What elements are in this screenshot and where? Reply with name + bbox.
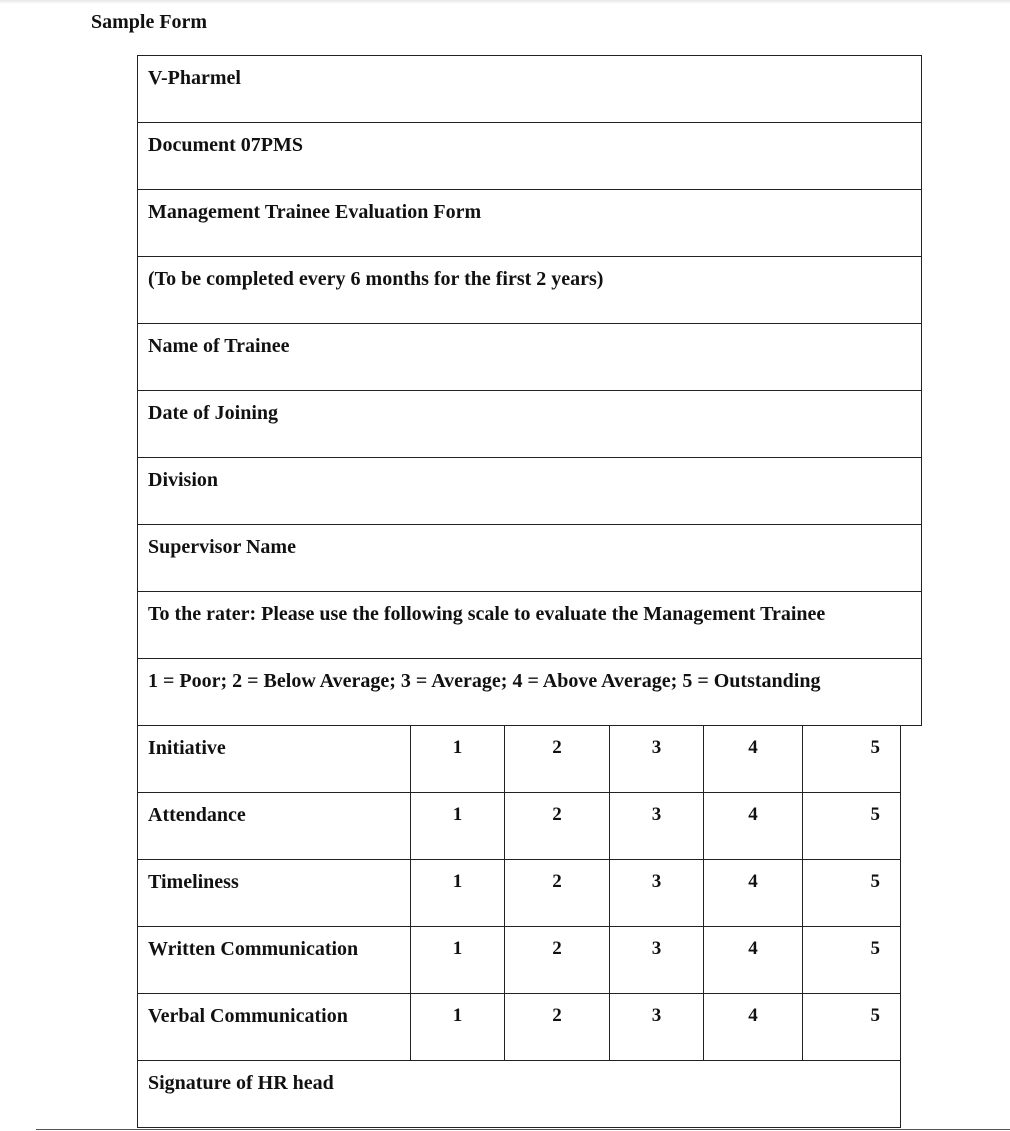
- form-row-company: V-Pharmel: [137, 55, 922, 123]
- form-row-division: Division: [137, 457, 922, 525]
- score-cell[interactable]: 3: [609, 792, 704, 860]
- criterion-label-written-communication: Written Communication: [137, 926, 411, 994]
- form-row-supervisor-name: Supervisor Name: [137, 524, 922, 592]
- score-cell[interactable]: 3: [609, 859, 704, 927]
- score-cell[interactable]: 5: [802, 926, 901, 994]
- criterion-label-verbal-communication: Verbal Communication: [137, 993, 411, 1061]
- bottom-divider: [36, 1129, 1010, 1130]
- score-cell[interactable]: 5: [802, 792, 901, 860]
- score-cell[interactable]: 1: [410, 993, 505, 1061]
- score-cell[interactable]: 5: [802, 859, 901, 927]
- score-cell[interactable]: 4: [703, 993, 803, 1061]
- top-shadow: [0, 0, 1010, 4]
- form-row-document-number: Document 07PMS: [137, 122, 922, 190]
- score-cell[interactable]: 4: [703, 926, 803, 994]
- score-cell[interactable]: 2: [504, 993, 610, 1061]
- score-cell[interactable]: 1: [410, 859, 505, 927]
- score-cell[interactable]: 3: [609, 926, 704, 994]
- form-row-form-title: Management Trainee Evaluation Form: [137, 189, 922, 257]
- form-row-instructions: (To be completed every 6 months for the first 2 years): [137, 256, 922, 324]
- score-cell[interactable]: 4: [703, 792, 803, 860]
- criterion-label-initiative: Initiative: [137, 725, 411, 793]
- criterion-label-timeliness: Timeliness: [137, 859, 411, 927]
- score-cell[interactable]: 4: [703, 859, 803, 927]
- criterion-label-attendance: Attendance: [137, 792, 411, 860]
- score-cell[interactable]: 1: [410, 725, 505, 793]
- score-cell[interactable]: 3: [609, 993, 704, 1061]
- score-cell[interactable]: 2: [504, 792, 610, 860]
- score-cell[interactable]: 2: [504, 725, 610, 793]
- form-row-date-of-joining: Date of Joining: [137, 390, 922, 458]
- signature-row: Signature of HR head: [137, 1060, 901, 1128]
- form-row-rater-instructions: To the rater: Please use the following scale to evaluate the Management Trainee: [137, 591, 922, 659]
- score-cell[interactable]: 3: [609, 725, 704, 793]
- score-cell[interactable]: 5: [802, 993, 901, 1061]
- form-row-trainee-name: Name of Trainee: [137, 323, 922, 391]
- score-cell[interactable]: 1: [410, 792, 505, 860]
- score-cell[interactable]: 2: [504, 926, 610, 994]
- score-cell[interactable]: 4: [703, 725, 803, 793]
- score-cell[interactable]: 2: [504, 859, 610, 927]
- page-title: Sample Form: [91, 11, 208, 33]
- form-row-rating-scale: 1 = Poor; 2 = Below Average; 3 = Average; 4 = Above Average; 5 = Outstanding: [137, 658, 922, 726]
- score-cell[interactable]: 5: [802, 725, 901, 793]
- score-cell[interactable]: 1: [410, 926, 505, 994]
